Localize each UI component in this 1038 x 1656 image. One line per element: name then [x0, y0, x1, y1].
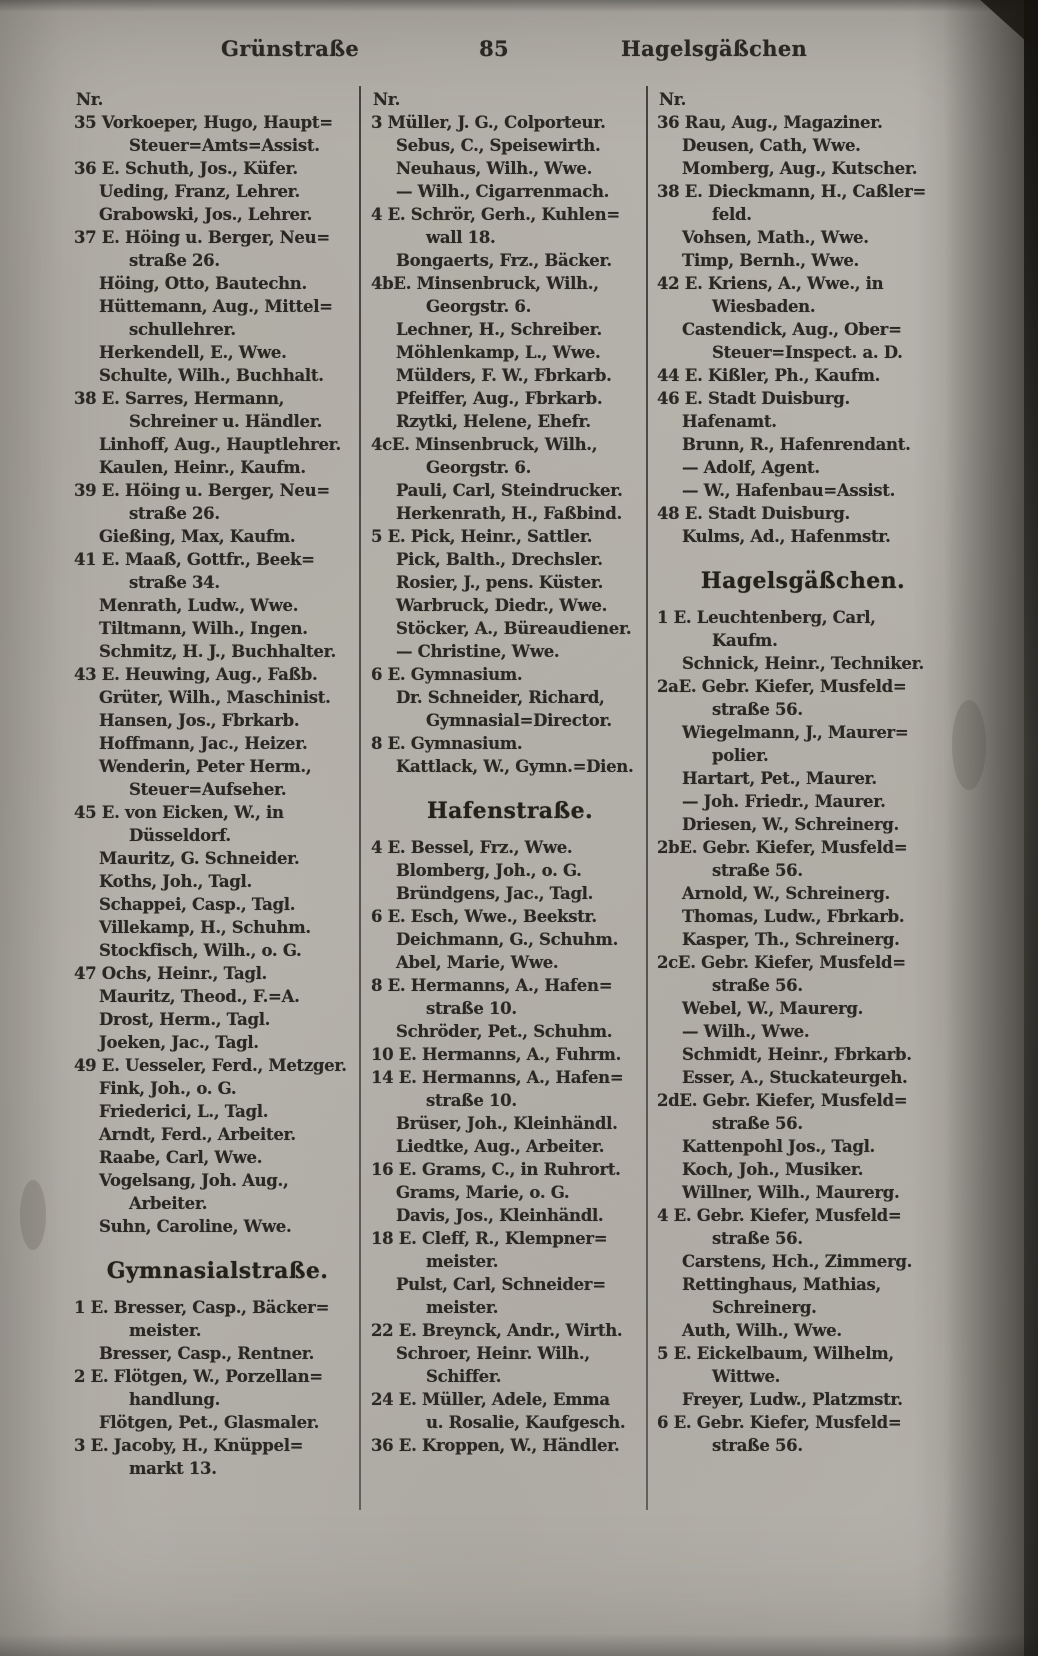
running-header-left-street: Grünstraße: [220, 36, 360, 61]
directory-entry-line: 37 E. Höing u. Berger, Neu=: [74, 228, 330, 247]
directory-entry-line: Schnick, Heinr., Techniker.: [682, 654, 924, 673]
directory-entry-line: 4 E. Schrör, Gerh., Kuhlen=: [371, 205, 620, 224]
directory-entry-line: Schröder, Pet., Schuhm.: [396, 1022, 613, 1041]
directory-entry-line: 43 E. Heuwing, Aug., Faßb.: [74, 665, 318, 684]
directory-entry-line: 3 E. Jacoby, H., Knüppel=: [74, 1436, 304, 1455]
directory-entry-line: handlung.: [129, 1390, 221, 1409]
directory-entry-line: Hoffmann, Jac., Heizer.: [99, 734, 308, 753]
directory-entry-line: Ueding, Franz, Lehrer.: [99, 182, 300, 201]
directory-entry-line: Willner, Wilh., Maurerg.: [682, 1183, 900, 1202]
directory-entry-line: Mauritz, Theod., F.=A.: [99, 987, 300, 1006]
directory-entry-line: Möhlenkamp, L., Wwe.: [396, 343, 601, 362]
directory-entry-line: Schroer, Heinr. Wilh.,: [396, 1344, 590, 1363]
directory-entry-line: Driesen, W., Schreinerg.: [682, 815, 899, 834]
directory-entry-line: straße 56.: [712, 861, 803, 880]
scan-smudge: [20, 1180, 46, 1250]
directory-entry-line: Gymnasial=Director.: [426, 711, 612, 730]
directory-entry-line: 5 E. Pick, Heinr., Sattler.: [371, 527, 593, 546]
directory-entry-line: Koch, Joh., Musiker.: [682, 1160, 864, 1179]
directory-entry-line: Deichmann, G., Schuhm.: [396, 930, 619, 949]
scan-edge-bottom: [0, 1634, 1038, 1656]
directory-entry-line: Höing, Otto, Bautechn.: [99, 274, 307, 293]
directory-entry-line: 2cE. Gebr. Kiefer, Musfeld=: [657, 953, 906, 972]
nr-column-label: Nr.: [373, 90, 401, 109]
street-section-heading: Hafenstraße.: [426, 798, 594, 824]
directory-entry-line: straße 56.: [712, 1436, 803, 1455]
directory-entry-line: 49 E. Uesseler, Ferd., Metzger.: [74, 1056, 347, 1075]
directory-entry-line: straße 34.: [129, 573, 220, 592]
directory-entry-line: straße 10.: [426, 1091, 517, 1110]
directory-entry-line: Georgstr. 6.: [426, 458, 532, 477]
directory-entry-line: 2aE. Gebr. Kiefer, Musfeld=: [657, 677, 907, 696]
directory-entry-line: Bongaerts, Frz., Bäcker.: [396, 251, 612, 270]
directory-entry-line: Stöcker, A., Büreaudiener.: [396, 619, 632, 638]
directory-entry-line: Villekamp, H., Schuhm.: [99, 918, 311, 937]
directory-entry-line: 35 Vorkoeper, Hugo, Haupt=: [74, 113, 333, 132]
directory-entry-line: Schulte, Wilh., Buchhalt.: [99, 366, 324, 385]
directory-entry-line: Schappei, Casp., Tagl.: [99, 895, 296, 914]
directory-entry-line: Grams, Marie, o. G.: [396, 1183, 570, 1202]
directory-entry-line: meister.: [129, 1321, 202, 1340]
directory-entry-line: 44 E. Kißler, Ph., Kaufm.: [657, 366, 881, 385]
directory-entry-line: Momberg, Aug., Kutscher.: [682, 159, 918, 178]
directory-entry-line: Kulms, Ad., Hafenmstr.: [682, 527, 891, 546]
directory-entry-line: Davis, Jos., Kleinhändl.: [396, 1206, 604, 1225]
directory-entry-line: 4bE. Minsenbruck, Wilh.,: [371, 274, 599, 293]
directory-entry-line: meister.: [426, 1298, 499, 1317]
directory-entry-line: Schreiner u. Händler.: [129, 412, 323, 431]
directory-entry-line: Carstens, Hch., Zimmerg.: [682, 1252, 913, 1271]
directory-entry-line: Raabe, Carl, Wwe.: [99, 1148, 263, 1167]
directory-entry-line: Pauli, Carl, Steindrucker.: [396, 481, 623, 500]
directory-entry-line: 2 E. Flötgen, W., Porzellan=: [74, 1367, 323, 1386]
directory-entry-line: Wittwe.: [712, 1367, 781, 1386]
directory-entry-line: Menrath, Ludw., Wwe.: [99, 596, 299, 615]
scan-edge-top: [0, 0, 1038, 12]
directory-entry-line: Schreinerg.: [712, 1298, 817, 1317]
directory-entry-line: Steuer=Aufseher.: [129, 780, 287, 799]
directory-entry-line: Schmidt, Heinr., Fbrkarb.: [682, 1045, 912, 1064]
directory-entry-line: Hansen, Jos., Fbrkarb.: [99, 711, 300, 730]
directory-entry-line: Auth, Wilh., Wwe.: [682, 1321, 842, 1340]
directory-entry-line: straße 56.: [712, 700, 803, 719]
directory-entry-line: Koths, Joh., Tagl.: [99, 872, 252, 891]
directory-entry-line: Pfeiffer, Aug., Fbrkarb.: [396, 389, 603, 408]
page-number: 85: [479, 36, 509, 61]
directory-entry-line: Freyer, Ludw., Platzmstr.: [682, 1390, 903, 1409]
directory-entry-line: 8 E. Hermanns, A., Hafen=: [371, 976, 613, 995]
nr-column-label: Nr.: [76, 90, 104, 109]
directory-entry-line: Timp, Bernh., Wwe.: [682, 251, 859, 270]
scan-smudge: [952, 700, 986, 790]
directory-entry-line: Thomas, Ludw., Fbrkarb.: [682, 907, 905, 926]
directory-entry-line: straße 10.: [426, 999, 517, 1018]
directory-entry-line: 4 E. Gebr. Kiefer, Musfeld=: [657, 1206, 902, 1225]
directory-entry-line: Vogelsang, Joh. Aug.,: [99, 1171, 289, 1190]
directory-entry-line: feld.: [712, 205, 752, 224]
directory-entry-line: 36 E. Schuth, Jos., Küfer.: [74, 159, 298, 178]
directory-entry-line: 38 E. Dieckmann, H., Caßler=: [657, 182, 927, 201]
directory-entry-line: 41 E. Maaß, Gottfr., Beek=: [74, 550, 315, 569]
directory-entry-line: 1 E. Bresser, Casp., Bäcker=: [74, 1298, 330, 1317]
directory-entry-line: Mülders, F. W., Fbrkarb.: [396, 366, 612, 385]
directory-entry-line: Arbeiter.: [129, 1194, 208, 1213]
nr-column-label: Nr.: [659, 90, 687, 109]
directory-entry-line: Flötgen, Pet., Glasmaler.: [99, 1413, 320, 1432]
directory-entry-line: — Wilh., Wwe.: [682, 1022, 810, 1041]
directory-entry-line: 6 E. Gymnasium.: [371, 665, 523, 684]
directory-entry-line: polier.: [712, 746, 769, 765]
directory-entry-line: Bründgens, Jac., Tagl.: [396, 884, 594, 903]
directory-entry-line: Kaulen, Heinr., Kaufm.: [99, 458, 306, 477]
directory-entry-line: 48 E. Stadt Duisburg.: [657, 504, 850, 523]
directory-entry-line: 46 E. Stadt Duisburg.: [657, 389, 850, 408]
directory-entry-line: Georgstr. 6.: [426, 297, 532, 316]
directory-entry-line: schullehrer.: [129, 320, 236, 339]
directory-entry-line: Vohsen, Math., Wwe.: [682, 228, 869, 247]
directory-entry-line: Castendick, Aug., Ober=: [682, 320, 902, 339]
directory-entry-line: Rosier, J., pens. Küster.: [396, 573, 604, 592]
directory-entry-line: Dr. Schneider, Richard,: [396, 688, 605, 707]
directory-entry-line: Warbruck, Diedr., Wwe.: [396, 596, 608, 615]
directory-entry-line: meister.: [426, 1252, 499, 1271]
directory-entry-line: 8 E. Gymnasium.: [371, 734, 523, 753]
directory-entry-line: 2dE. Gebr. Kiefer, Musfeld=: [657, 1091, 908, 1110]
directory-entry-line: Arnold, W., Schreinerg.: [682, 884, 890, 903]
directory-entry-line: Grabowski, Jos., Lehrer.: [99, 205, 313, 224]
directory-entry-line: Steuer=Amts=Assist.: [129, 136, 320, 155]
directory-entry-line: Joeken, Jac., Tagl.: [99, 1033, 259, 1052]
column: [361, 88, 649, 1457]
running-header-right-street: Hagelsgäßchen: [620, 36, 808, 61]
directory-entry-line: straße 56.: [712, 1229, 803, 1248]
directory-entry-line: Gießing, Max, Kaufm.: [99, 527, 296, 546]
directory-entry-line: 6 E. Gebr. Kiefer, Musfeld=: [657, 1413, 902, 1432]
directory-entry-line: — Adolf, Agent.: [682, 458, 820, 477]
directory-entry-line: Herkendell, E., Wwe.: [99, 343, 287, 362]
directory-entry-line: 42 E. Kriens, A., Wwe., in: [657, 274, 884, 293]
directory-entry-line: Drost, Herm., Tagl.: [99, 1010, 271, 1029]
directory-entry-line: 16 E. Grams, C., in Ruhrort.: [371, 1160, 621, 1179]
directory-columns: [74, 88, 949, 1480]
street-section-heading: Gymnasialstraße.: [106, 1258, 329, 1284]
directory-entry-line: Kaufm.: [712, 631, 778, 650]
directory-entry-line: Esser, A., Stuckateurgeh.: [682, 1068, 908, 1087]
scan-edge-right-strip: [1024, 0, 1038, 1656]
directory-entry-line: Friederici, L., Tagl.: [99, 1102, 269, 1121]
directory-entry-line: 2bE. Gebr. Kiefer, Musfeld=: [657, 838, 908, 857]
directory-entry-line: — Joh. Friedr., Maurer.: [682, 792, 886, 811]
directory-entry-line: straße 26.: [129, 251, 220, 270]
directory-entry-line: 45 E. von Eicken, W., in: [74, 803, 284, 822]
directory-entry-line: Fink, Joh., o. G.: [99, 1079, 237, 1098]
directory-entry-line: — Christine, Wwe.: [396, 642, 560, 661]
directory-entry-line: Abel, Marie, Wwe.: [396, 953, 559, 972]
directory-entry-line: 1 E. Leuchtenberg, Carl,: [657, 608, 876, 627]
directory-entry-line: Rzytki, Helene, Ehefr.: [396, 412, 591, 431]
directory-entry-line: 36 Rau, Aug., Magaziner.: [657, 113, 883, 132]
directory-entry-line: Schiffer.: [426, 1367, 502, 1386]
directory-entry-line: 38 E. Sarres, Hermann,: [74, 389, 285, 408]
directory-entry-line: Webel, W., Maurerg.: [682, 999, 864, 1018]
column: [649, 88, 949, 1457]
directory-entry-line: Hafenamt.: [682, 412, 777, 431]
directory-entry-line: Suhn, Caroline, Wwe.: [99, 1217, 292, 1236]
directory-entry-line: 4 E. Bessel, Frz., Wwe.: [371, 838, 573, 857]
directory-entry-line: straße 26.: [129, 504, 220, 523]
directory-entry-line: 47 Ochs, Heinr., Tagl.: [74, 964, 268, 983]
directory-entry-line: straße 56.: [712, 1114, 803, 1133]
directory-entry-line: Deusen, Cath, Wwe.: [682, 136, 861, 155]
directory-entry-line: Sebus, C., Speisewirth.: [396, 136, 601, 155]
directory-entry-line: Stockfisch, Wilh., o. G.: [99, 941, 302, 960]
directory-entry-line: 6 E. Esch, Wwe., Beekstr.: [371, 907, 597, 926]
directory-entry-line: Rettinghaus, Mathias,: [682, 1275, 881, 1294]
directory-entry-line: — Wilh., Cigarrenmach.: [396, 182, 610, 201]
column: [74, 88, 361, 1480]
directory-entry-line: u. Rosalie, Kaufgesch.: [426, 1413, 626, 1432]
directory-entry-line: Düsseldorf.: [129, 826, 231, 845]
directory-entry-line: 5 E. Eickelbaum, Wilhelm,: [657, 1344, 894, 1363]
directory-entry-line: Arndt, Ferd., Arbeiter.: [99, 1125, 296, 1144]
directory-entry-line: Herkenrath, H., Faßbind.: [396, 504, 622, 523]
directory-entry-line: wall 18.: [426, 228, 496, 247]
directory-entry-line: Brunn, R., Hafenrendant.: [682, 435, 911, 454]
street-section-heading: Hagelsgäßchen.: [700, 568, 906, 594]
directory-entry-line: Wiegelmann, J., Maurer=: [682, 723, 909, 742]
directory-entry-line: Pulst, Carl, Schneider=: [396, 1275, 606, 1294]
directory-entry-line: 36 E. Kroppen, W., Händler.: [371, 1436, 620, 1455]
directory-entry-line: 24 E. Müller, Adele, Emma: [371, 1390, 610, 1409]
directory-entry-line: Hartart, Pet., Maurer.: [682, 769, 877, 788]
directory-entry-line: Brüser, Joh., Kleinhändl.: [396, 1114, 618, 1133]
directory-entry-line: Mauritz, G. Schneider.: [99, 849, 300, 868]
directory-entry-line: Grüter, Wilh., Maschinist.: [99, 688, 331, 707]
directory-entry-line: Kattlack, W., Gymn.=Dien.: [396, 757, 634, 776]
directory-entry-line: Wiesbaden.: [712, 297, 816, 316]
directory-entry-line: straße 56.: [712, 976, 803, 995]
directory-entry-line: Tiltmann, Wilh., Ingen.: [99, 619, 308, 638]
directory-entry-line: 14 E. Hermanns, A., Hafen=: [371, 1068, 624, 1087]
directory-entry-line: 10 E. Hermanns, A., Fuhrm.: [371, 1045, 622, 1064]
directory-entry-line: Blomberg, Joh., o. G.: [396, 861, 582, 880]
directory-entry-line: Bresser, Casp., Rentner.: [99, 1344, 315, 1363]
directory-entry-line: Linhoff, Aug., Hauptlehrer.: [99, 435, 341, 454]
directory-entry-line: Neuhaus, Wilh., Wwe.: [396, 159, 593, 178]
directory-entry-line: 39 E. Höing u. Berger, Neu=: [74, 481, 330, 500]
directory-entry-line: Steuer=Inspect. a. D.: [712, 343, 903, 362]
directory-entry-line: Liedtke, Aug., Arbeiter.: [396, 1137, 605, 1156]
directory-entry-line: Kasper, Th., Schreinerg.: [682, 930, 900, 949]
directory-entry-line: markt 13.: [129, 1459, 217, 1478]
directory-entry-line: 3 Müller, J. G., Colporteur.: [371, 113, 606, 132]
directory-entry-line: 22 E. Breynck, Andr., Wirth.: [371, 1321, 623, 1340]
directory-entry-line: 18 E. Cleff, R., Klempner=: [371, 1229, 608, 1248]
directory-entry-line: Lechner, H., Schreiber.: [396, 320, 602, 339]
directory-entry-line: Kattenpohl Jos., Tagl.: [682, 1137, 875, 1156]
directory-entry-line: Hüttemann, Aug., Mittel=: [99, 297, 333, 316]
directory-entry-line: Wenderin, Peter Herm.,: [99, 757, 312, 776]
directory-entry-line: 4cE. Minsenbruck, Wilh.,: [371, 435, 598, 454]
directory-entry-line: Pick, Balth., Drechsler.: [396, 550, 603, 569]
directory-entry-line: Schmitz, H. J., Buchhalter.: [99, 642, 336, 661]
directory-entry-line: — W., Hafenbau=Assist.: [682, 481, 896, 500]
